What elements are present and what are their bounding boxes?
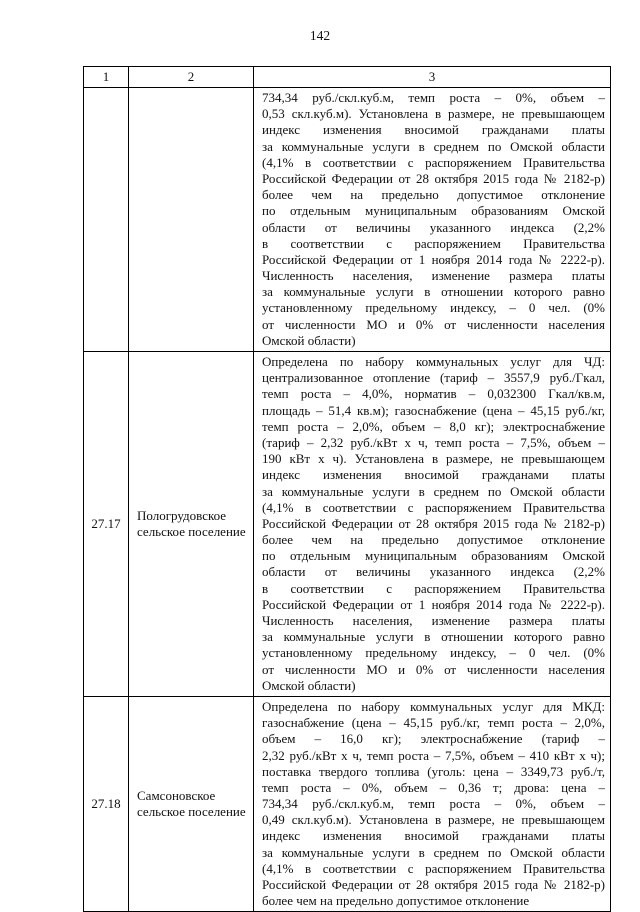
description-line: Численность населения, изменение размера платы bbox=[262, 268, 605, 284]
description-line: темп роста – 2,0%, объем – 8,0 кг); электроснабжение bbox=[262, 418, 605, 434]
column-header: 1 bbox=[84, 67, 129, 88]
description-line: Российской Федерации от 28 октября 2015 года № 2182-р) bbox=[262, 515, 605, 531]
description-line: Численность населения, изменение размера платы bbox=[262, 613, 605, 628]
description-line: от численности МО и 0% от численности населения bbox=[262, 316, 605, 332]
description-line: в соответствии с распоряжением Правительства bbox=[262, 235, 605, 251]
description-line: за коммунальные услуги в среднем по Омской области bbox=[262, 483, 605, 499]
description-line: (4,1% в соответствии с распоряжением Правительства bbox=[262, 499, 605, 515]
description-line: более чем на предельно допустимое отклонение bbox=[262, 893, 530, 909]
description-line: площадь – 51,4 кв.м); газоснабжение (цена – 45,15 руб./кг, bbox=[262, 402, 605, 418]
description-line: Омской области) bbox=[262, 677, 356, 693]
description-line: за коммунальные услуги в отношении которого равно bbox=[262, 284, 605, 300]
description-line: более чем на предельно допустимое отклонение bbox=[262, 187, 605, 203]
description-line: поставка твердого топлива (уголь: цена – 3349,73 руб./т, bbox=[262, 763, 605, 779]
description-line: темп роста – 0%, объем – 0,36 т; дрова: цена – bbox=[262, 779, 605, 795]
description-line: по отдельным муниципальным образованиям Омской bbox=[262, 548, 605, 564]
description-line: Российской Федерации от 28 октября 2015 года № 2182-р) bbox=[262, 170, 605, 186]
description-line: газоснабжение (цена – 45,15 руб./кг, темп роста – 2,0%, bbox=[262, 715, 605, 731]
row-number bbox=[84, 88, 129, 352]
settlement-name bbox=[129, 88, 254, 352]
description-line: Определена по набору коммунальных услуг для МКД: bbox=[262, 698, 605, 714]
row-description bbox=[254, 696, 611, 911]
description-line: Определена по набору коммунальных услуг для ЧД: bbox=[262, 354, 605, 369]
description-line: индекс изменения вносимой гражданами платы bbox=[262, 467, 605, 483]
table-row bbox=[84, 352, 611, 697]
settlement-name: Самсоновское сельское поселение bbox=[129, 696, 254, 911]
page-number: 142 bbox=[309, 28, 331, 43]
description-line: области от величины указанного индекса (2,2% bbox=[262, 564, 605, 580]
document-table bbox=[83, 66, 611, 912]
description-line: в соответствии с распоряжением Правительства bbox=[262, 580, 605, 596]
description-line: индекс изменения вносимой гражданами платы bbox=[262, 122, 605, 138]
description-line: 0,53 скл.куб.м). Установлена в размере, не превышающем bbox=[262, 106, 605, 122]
description-line: (4,1% в соответствии с распоряжением Правительства bbox=[262, 860, 605, 876]
description-line: от численности МО и 0% от численности населения bbox=[262, 661, 605, 677]
description-line: 2,32 руб./кВт х ч, темп роста – 7,5%, объем – 410 кВт х ч); bbox=[262, 747, 605, 763]
table-row bbox=[84, 88, 611, 352]
row-number: 27.17 bbox=[84, 352, 129, 697]
table-row bbox=[84, 696, 611, 911]
description-line: по отдельным муниципальным образованиям Омской bbox=[262, 203, 605, 219]
description-line: за коммунальные услуги в среднем по Омской области bbox=[262, 844, 605, 860]
description-line: 734,34 руб./скл.куб.м, темп роста – 0%, объем – bbox=[262, 796, 605, 812]
column-header: 3 bbox=[254, 67, 611, 88]
column-header: 2 bbox=[129, 67, 254, 88]
description-line: Омской области) bbox=[262, 332, 356, 348]
description-line: за коммунальные услуги в отношении которого равно bbox=[262, 629, 605, 645]
table-header-row bbox=[84, 67, 611, 88]
description-line: Российской Федерации от 1 ноября 2014 года № 2222-р). bbox=[262, 251, 605, 267]
description-line: объем – 16,0 кг); электроснабжение (тариф – bbox=[262, 731, 605, 747]
description-line: (тариф – 2,32 руб./кВт х ч, темп роста – 7,5%, объем – bbox=[262, 434, 605, 450]
description-line: Российской Федерации от 1 ноября 2014 года № 2222-р). bbox=[262, 596, 605, 612]
row-description bbox=[254, 352, 611, 697]
description-line: за коммунальные услуги в среднем по Омской области bbox=[262, 138, 605, 154]
row-number: 27.18 bbox=[84, 696, 129, 911]
description-line: более чем на предельно допустимое отклонение bbox=[262, 532, 605, 548]
description-line: темп роста – 4,0%, норматив – 0,032300 Гкал/кв.м, bbox=[262, 386, 605, 402]
description-line: Российской Федерации от 28 октября 2015 года № 2182-р) bbox=[262, 877, 605, 892]
description-line: централизованное отопление (тариф – 3557,9 руб./Гкал, bbox=[262, 370, 605, 386]
description-line: индекс изменения вносимой гражданами платы bbox=[262, 828, 605, 844]
description-line: установленному предельному индексу, – 0 чел. (0% bbox=[262, 645, 605, 661]
description-line: 734,34 руб./скл.куб.м, темп роста – 0%, объем – bbox=[262, 90, 605, 105]
settlement-name: Пологрудовское сельское поселение bbox=[129, 352, 254, 697]
description-line: 190 кВт х ч). Установлена в размере, не превышающем bbox=[262, 451, 605, 467]
description-line: 0,49 скл.куб.м). Установлена в размере, не превышающем bbox=[262, 812, 605, 828]
description-line: установленному предельному индексу, – 0 чел. (0% bbox=[262, 300, 605, 316]
row-description bbox=[254, 88, 611, 352]
description-line: (4,1% в соответствии с распоряжением Правительства bbox=[262, 154, 605, 170]
description-line: области от величины указанного индекса (2,2% bbox=[262, 219, 605, 235]
